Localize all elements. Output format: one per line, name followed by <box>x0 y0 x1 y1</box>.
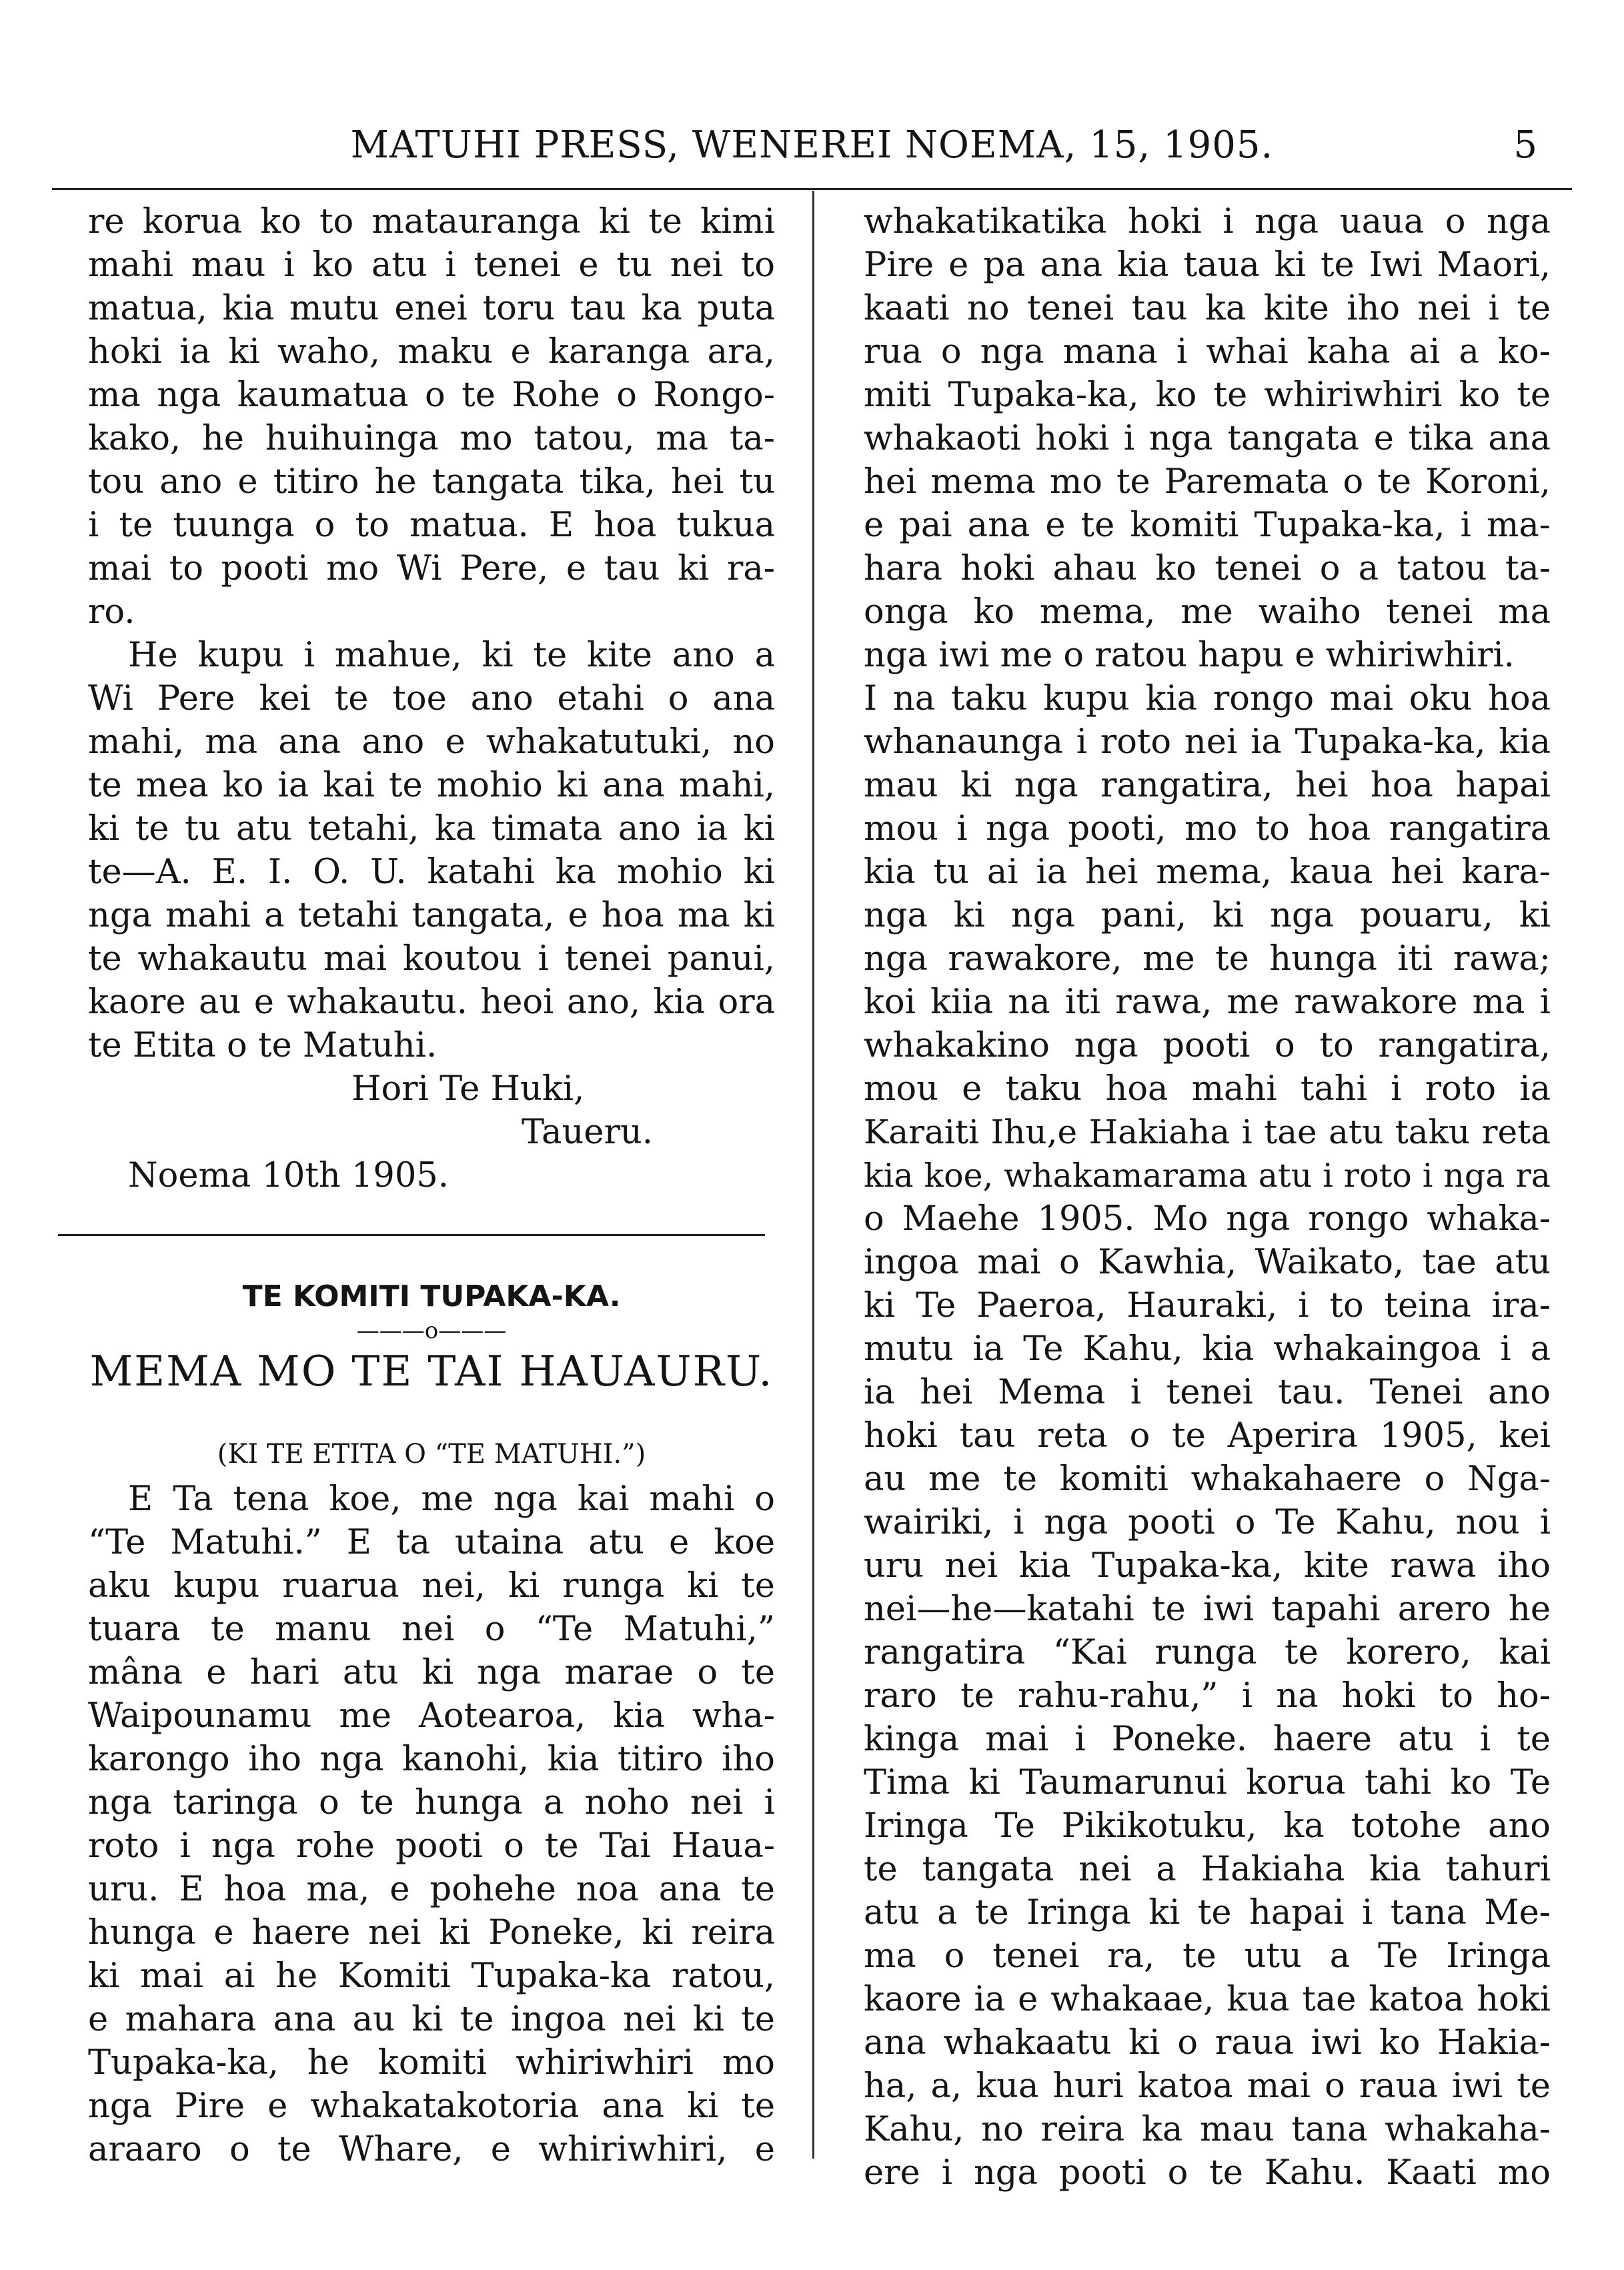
text-line: whakakino nga pooti o to rangatira, <box>864 1026 1551 1065</box>
text-line: roto i nga rohe pooti o te Tai Haua- <box>88 1826 775 1866</box>
text-line: kia koe, whakamarama atu i roto i nga ra <box>864 1157 1551 1195</box>
text-line: rangatira “Kai runga te korero, kai <box>864 1633 1551 1672</box>
text-line: ia hei Mema i tenei tau. Tenei ano <box>864 1373 1551 1412</box>
text-line: tuara te manu nei o “Te Matuhi,” <box>88 1610 775 1649</box>
text-line: te tangata nei a Hakiaha kia tahuri <box>864 1850 1551 1889</box>
right-paragraph-2 <box>864 677 1551 2195</box>
text-line: atu a te Iringa ki te hapai i tana Me- <box>864 1893 1551 1932</box>
text-line: i te tuunga o to matua. E hoa tukua <box>88 506 775 545</box>
text-line: miti Tupaka-ka, ko te whiriwhiri ko te <box>864 376 1551 415</box>
right-paragraph-1 <box>864 200 1551 677</box>
text-line: hunga e haere nei ki Poneke, ki reira <box>88 1913 775 1952</box>
text-line: koi kiia na iti rawa, me rawakore ma i <box>864 983 1551 1022</box>
text-line: ro. <box>88 592 135 632</box>
text-line: Tima ki Taumarunui korua tahi ko Te <box>864 1763 1551 1802</box>
text-line: Karaiti Ihu,e Hakiaha i tae atu taku reta <box>864 1113 1551 1151</box>
text-line: hei mema mo te Paremata o te Koroni, <box>864 462 1551 502</box>
text-line: ki mai ai he Komiti Tupaka-ka ratou, <box>88 1956 775 1996</box>
text-line: kaore ia e whakaae, kua tae katoa hoki <box>864 1980 1551 2019</box>
text-line: mahi mau i ko atu i tenei e tu nei to <box>88 245 775 285</box>
headline-ornament: ———o——— <box>356 1317 507 1344</box>
text-line: te—A. E. I. O. U. katahi ka mohio ki <box>88 853 775 892</box>
text-line: ana whakaatu ki o raua iwi ko Hakia- <box>864 2023 1551 2063</box>
text-line: hara hoki ahau ko tenei o a tatou ta- <box>864 549 1551 588</box>
text-line: kia tu ai ia hei mema, kaua hei kara- <box>864 853 1551 892</box>
text-line: I na taku kupu kia rongo mai oku hoa <box>864 679 1551 718</box>
text-line: raro te rahu-rahu,” i na hoki to ho- <box>864 1676 1551 1716</box>
text-line: onga ko mema, me waiho tenei ma <box>864 592 1551 632</box>
letter-body <box>88 1478 775 2171</box>
text-line: e mahara ana au ki te ingoa nei ki te <box>88 2000 775 2039</box>
text-line: mutu ia Te Kahu, kia whakaingoa i a <box>864 1329 1551 1369</box>
text-line: kaore au e whakautu. heoi ano, kia ora <box>88 983 775 1022</box>
text-line: rua o nga mana i whai kaha ai a ko- <box>864 332 1551 372</box>
text-line: nei—he—katahi te iwi tapahi arero he <box>864 1590 1551 1629</box>
text-line: Waipounamu me Aotearoa, kia wha- <box>88 1696 775 1736</box>
text-line: ingoa mai o Kawhia, Waikato, tae atu <box>864 1243 1551 1282</box>
text-line: tou ano e titiro he tangata tika, hei tu <box>88 462 775 502</box>
text-line: nga Pire e whakatakotoria ana ki te <box>88 2087 775 2126</box>
page-title: MATUHI PRESS, WENEREI NOEMA, 15, 1905. <box>350 123 1274 167</box>
text-line: ma o tenei ra, te utu a Te Iringa <box>864 1936 1551 1976</box>
column-divider <box>812 191 814 2159</box>
text-line: ma nga kaumatua o te Rohe o Rongo- <box>88 376 775 415</box>
page-number: 5 <box>1513 123 1537 167</box>
text-line: uru. E hoa ma, e pohehe noa ana te <box>88 1870 775 1909</box>
text-line: wairiki, i nga pooti o Te Kahu, nou i <box>864 1503 1551 1542</box>
text-line: Wi Pere kei te toe ano etahi o ana <box>88 679 775 718</box>
text-line: aku kupu ruarua nei, ki runga ki te <box>88 1566 775 1606</box>
text-line: au me te komiti whakahaere o Nga- <box>864 1460 1551 1499</box>
text-line: Kahu, no reira ka mau tana whakaha- <box>864 2110 1551 2149</box>
signature-name: Hori Te Huki, <box>351 1069 585 1109</box>
section-headline: TE KOMITI TUPAKA-KA. <box>242 1279 621 1313</box>
text-line: nga rawakore, me te hunga iti rawa; <box>864 939 1551 979</box>
text-line: matua, kia mutu enei toru tau ka puta <box>88 289 775 328</box>
text-line: ki Te Paeroa, Hauraki, i to teina ira- <box>864 1286 1551 1325</box>
section-subheadline: MEMA MO TE TAI HAUAURU. <box>89 1347 774 1395</box>
header-rule <box>52 188 1572 190</box>
text-line: ere i nga pooti o te Kahu. Kaati mo <box>864 2153 1551 2193</box>
text-line: mou e taku hoa mahi tahi i roto ia <box>864 1069 1551 1109</box>
text-line: nga taringa o te hunga a noho nei i <box>88 1783 775 1822</box>
text-line: Pire e pa ana kia taua ki te Iwi Maori, <box>864 245 1551 285</box>
text-line: mâna e hari atu ki nga marae o te <box>88 1653 775 1692</box>
letter-date: Noema 10th 1905. <box>128 1156 449 1195</box>
text-line: whakatikatika hoki i nga uaua o nga <box>864 202 1551 241</box>
text-line: mai to pooti mo Wi Pere, e tau ki ra- <box>88 549 775 588</box>
text-line: uru nei kia Tupaka-ka, kite rawa iho <box>864 1546 1551 1586</box>
left-paragraph-2 <box>88 634 775 1067</box>
text-line: mahi, ma ana ano e whakatutuki, no <box>88 722 775 762</box>
text-line: te Etita o te Matuhi. <box>88 1026 438 1065</box>
text-line: hoki ia ki waho, maku e karanga ara, <box>88 332 775 372</box>
text-line: te whakautu mai koutou i tenei panui, <box>88 939 775 979</box>
text-line: whanaunga i roto nei ia Tupaka-ka, kia <box>864 722 1551 762</box>
text-line: “Te Matuhi.” E ta utaina atu e koe <box>88 1523 775 1562</box>
text-line: re korua ko to matauranga ki te kimi <box>88 202 775 241</box>
text-line: ki te tu atu tetahi, ka timata ano ia ki <box>88 809 775 848</box>
section-rule <box>58 1234 765 1236</box>
text-line: whakaoti hoki i nga tangata e tika ana <box>864 419 1551 458</box>
right-column <box>864 200 1551 2195</box>
left-column <box>88 200 775 2171</box>
page-header <box>47 123 1577 173</box>
text-line: E Ta tena koe, me nga kai mahi o <box>128 1480 775 1519</box>
left-paragraph-1 <box>88 200 775 634</box>
text-line: karongo iho nga kanohi, kia titiro iho <box>88 1740 775 1779</box>
text-line: kako, he huihuinga mo tatou, ma ta- <box>88 419 775 458</box>
text-line: Tupaka-ka, he komiti whiriwhiri mo <box>88 2043 775 2083</box>
text-line: te mea ko ia kai te mohio ki ana mahi, <box>88 766 775 805</box>
text-line: nga iwi me o ratou hapu e whiriwhiri. <box>864 636 1515 675</box>
text-line: nga ki nga pani, ki nga pouaru, ki <box>864 896 1551 935</box>
text-line: He kupu i mahue, ki te kite ano a <box>128 636 775 675</box>
text-line: Iringa Te Pikikotuku, ka totohe ano <box>864 1806 1551 1846</box>
text-line: o Maehe 1905. Mo nga rongo whaka- <box>864 1199 1551 1239</box>
text-line: araaro o te Whare, e whiriwhiri, e <box>88 2130 775 2169</box>
text-line: kinga mai i Poneke. haere atu i te <box>864 1720 1551 1759</box>
text-line: ha, a, kua huri katoa mai o raua iwi te <box>864 2067 1551 2106</box>
text-line: mou i nga pooti, mo to hoa rangatira <box>864 809 1551 848</box>
text-line: nga mahi a tetahi tangata, e hoa ma ki <box>88 896 775 935</box>
signature-place: Taueru. <box>522 1113 653 1152</box>
text-line: hoki tau reta o te Aperira 1905, kei <box>864 1416 1551 1456</box>
editor-address: (KI TE ETITA O “TE MATUHI.”) <box>217 1439 646 1470</box>
text-line: mau ki nga rangatira, hei hoa hapai <box>864 766 1551 805</box>
text-line: kaati no tenei tau ka kite iho nei i te <box>864 289 1551 328</box>
text-line: e pai ana e te komiti Tupaka-ka, i ma- <box>864 506 1551 545</box>
